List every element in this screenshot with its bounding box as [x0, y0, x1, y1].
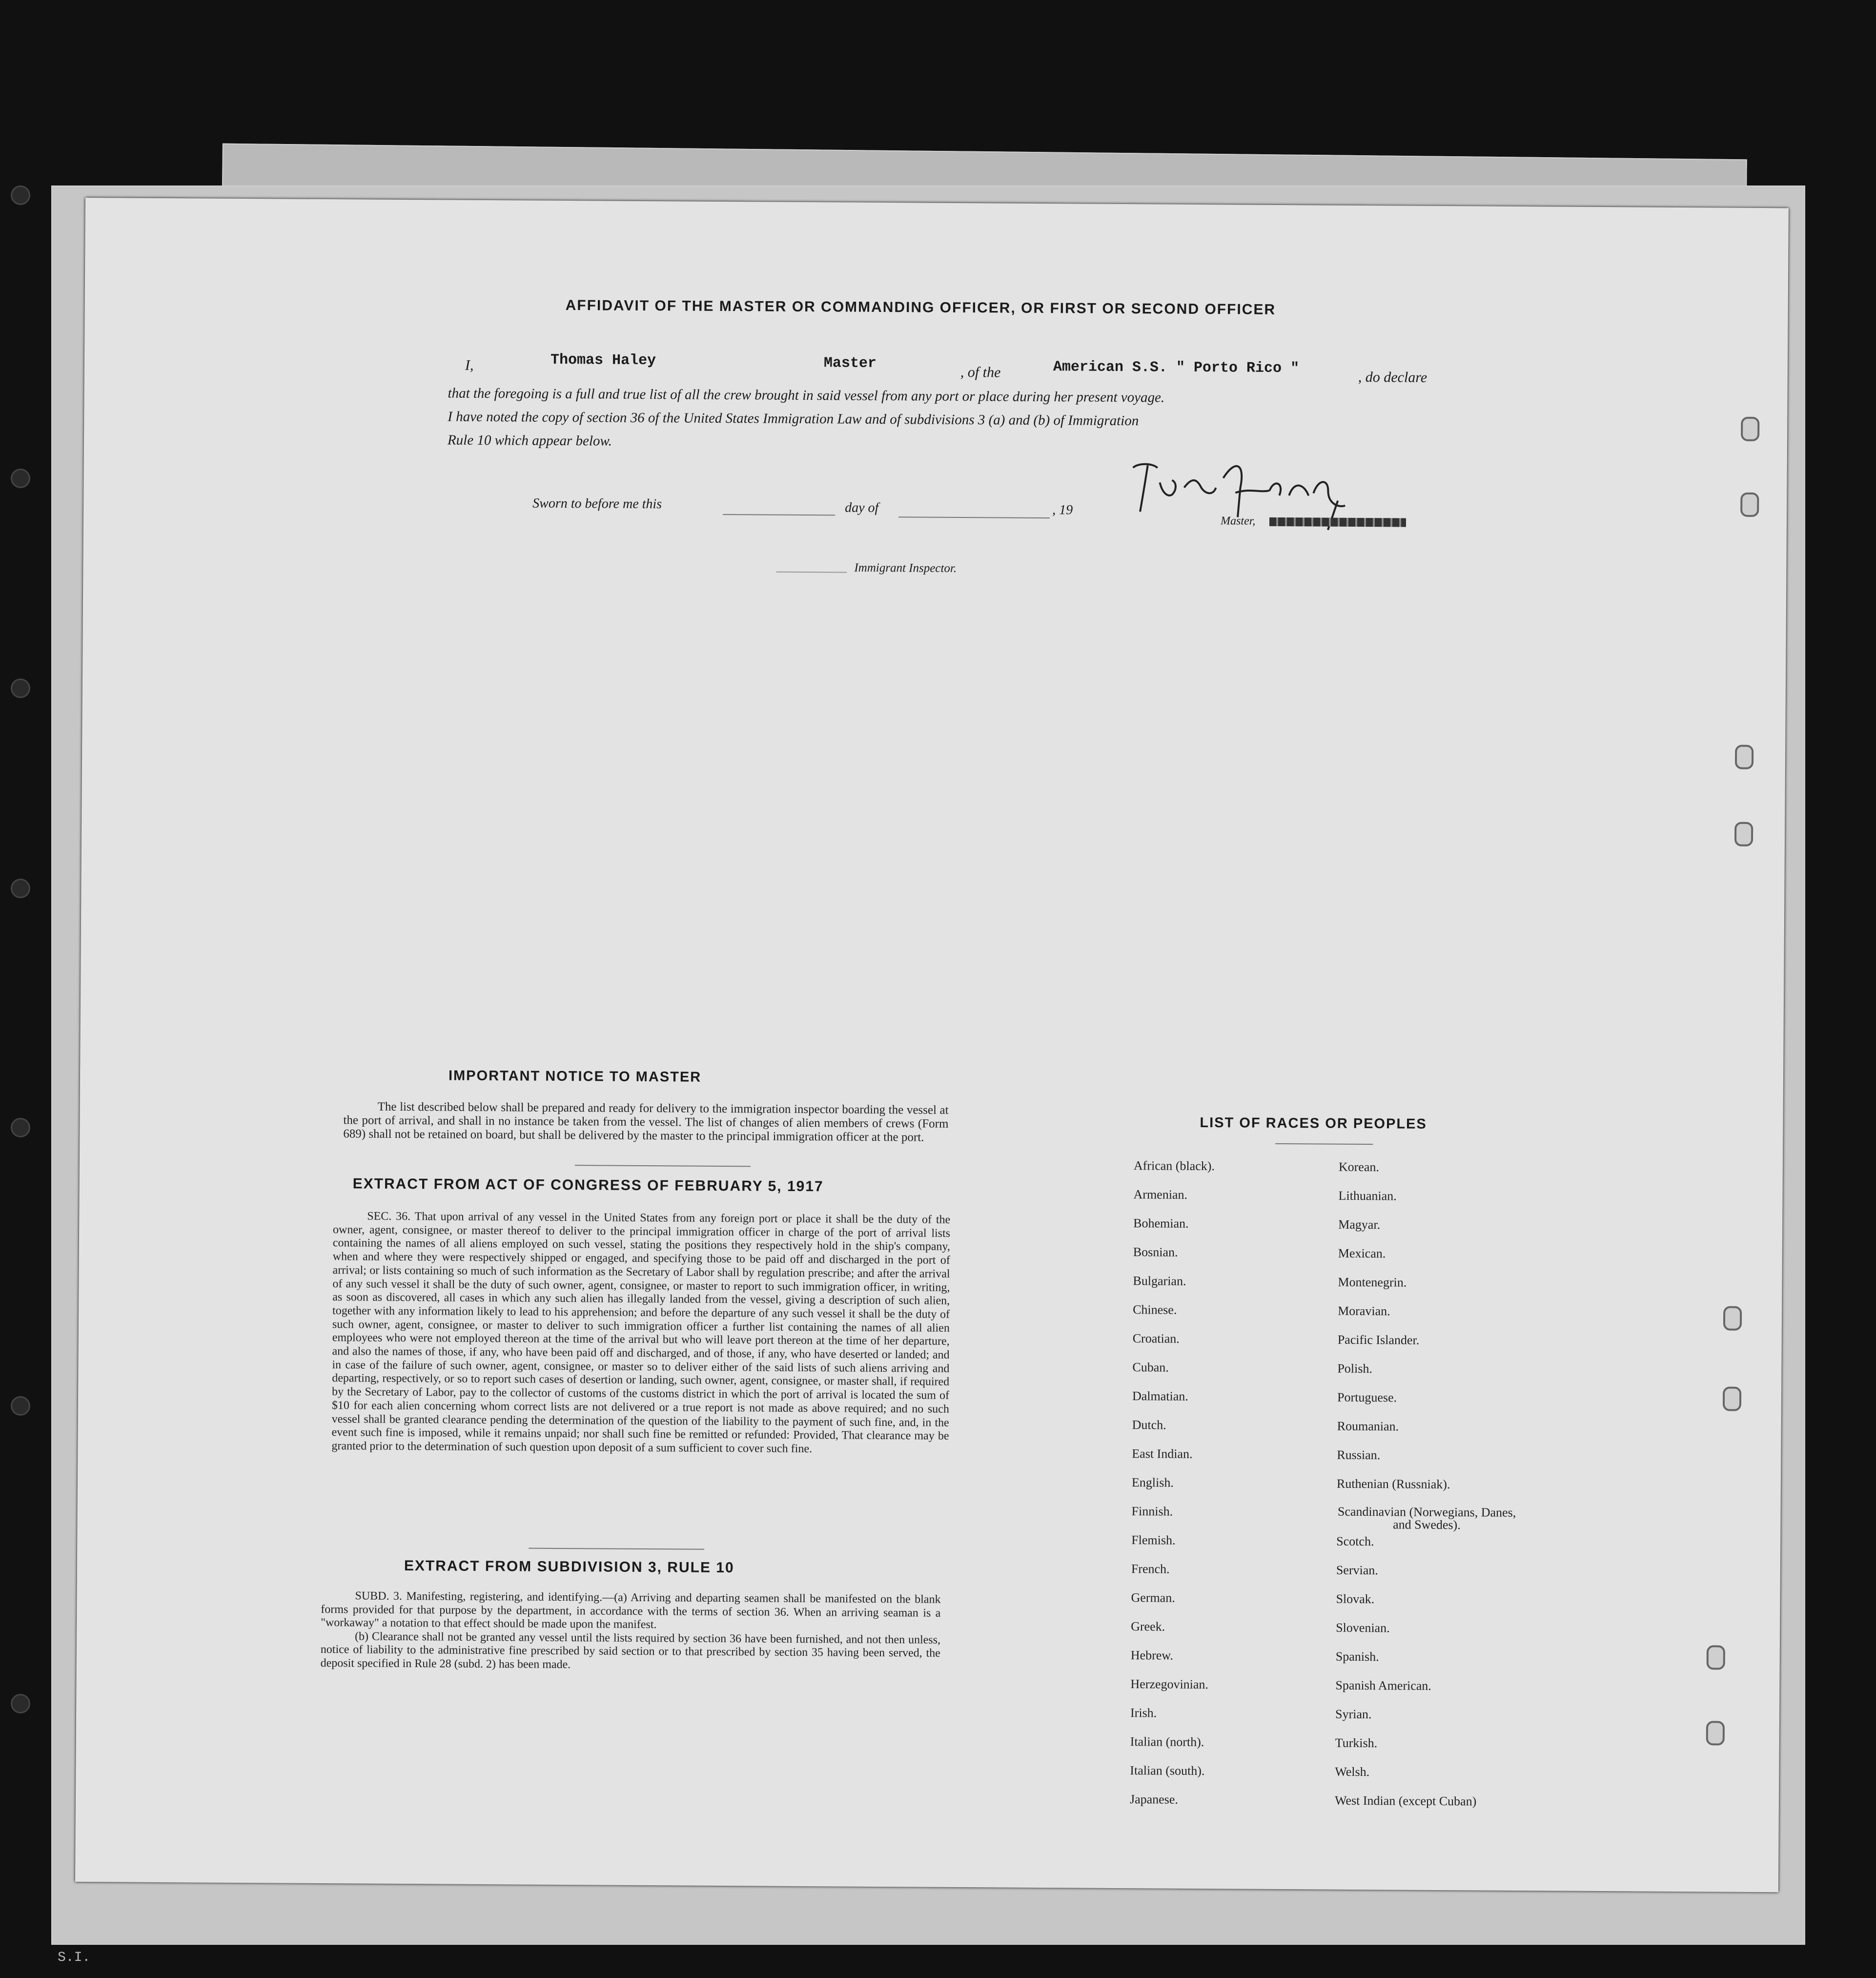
punch-hole [1706, 1721, 1725, 1745]
race-item: Servian. [1336, 1563, 1378, 1578]
race-item: Korean. [1338, 1159, 1380, 1174]
race-item: Bulgarian. [1133, 1274, 1186, 1288]
act-text: SEC. 36. That upon arrival of any vessel in the United States from any foreign port or place it shall be the duty of the owner, agent, consignee, or master thereof to deliver to the principal immigration officer in charge of the port of arrival lists containing the names of all aliens employed on such vessel, stating the positions they respectively hold in the ship's company, when and where they were respectively shipped or engaged, and specifying those to be paid off and discharged in the port of arrival; or lists containing so much of such information as the Secretary of Labor shall by regulation prescribe; and after the arrival of any such vessel it shall be the duty of such owner, agent, consignee, or master to report to such immigration officer, in writing, as soon as discovered, all cases in which any such alien has illegally landed from the vessel, giving a description of such alien, together with any information likely to lead to his apprehension; and before the departure of any such vessel it shall be the duty of such owner, agent, consignee, or master to deliver to such immigration officer a further list containing the names of all alien employees who were not employed thereon at the time of the arrival but who will leave port thereon at the time of her departure, and also the names of those, if any, who have been paid off and discharged, and of those, if any, who have deserted or landed; and in case of the failure of such owner, agent, consignee, or master so to deliver either of the said lists of such aliens arriving and departing, respectively, or so to report such cases of desertion or landing, such owner, agent, consignee, or master shall, if required by the Secretary of Labor, pay to the collector of customs of the customs district in which the port of arrival is located the sum of $10 for each alien concerning whom correct lists are not delivered or a true report is not made as above required; and no such vessel shall be granted clearance pending the determination of the question of the liability to the payment of such fine, and, in the event such fine is imposed, while it remains unpaid; nor shall such fine be remitted or refunded: Provided, That clearance may be granted prior to the determination of such question upon deposit of a sum sufficient to cover such fine. [331, 1210, 951, 1456]
act-body [331, 1210, 950, 1457]
master-name: Thomas Haley [550, 351, 656, 370]
race-item: East Indian. [1132, 1446, 1193, 1461]
punch-hole [1707, 1645, 1725, 1669]
do-declare-label: , do declare [1358, 369, 1427, 386]
race-item: Turkish. [1335, 1735, 1378, 1751]
race-item: Scandinavian (Norwegians, Danes, and Swedes). [1337, 1504, 1516, 1532]
act-heading: EXTRACT FROM ACT OF CONGRESS OF FEBRUARY 5, 1917 [352, 1175, 824, 1195]
rule-para-b: (b) Clearance shall not be granted any vessel until the lists required by section 36 have been furnished, and not then unless, notice of liability to the administrative fine prescribed by said section or to that prescribed by section 35 having been served, the deposit specified in Rule 28 (subd. 2) has been made. [320, 1629, 941, 1671]
race-item: West Indian (except Cuban) [1334, 1793, 1477, 1809]
race-item: Moravian. [1338, 1303, 1390, 1319]
race-item: Russian. [1337, 1447, 1381, 1463]
race-item: German. [1131, 1590, 1175, 1605]
race-item: Magyar. [1338, 1217, 1381, 1232]
race-item: Slovenian. [1336, 1620, 1390, 1635]
day-blank [898, 516, 1050, 518]
race-item: Chinese. [1133, 1302, 1177, 1317]
race-item: Pacific Islander. [1337, 1332, 1420, 1347]
race-item: Dutch. [1132, 1418, 1166, 1432]
master-label: Master, [1220, 515, 1256, 528]
of-the-label: , of the [960, 364, 1001, 381]
race-item: Flemish. [1131, 1533, 1176, 1547]
master-rank: Master [823, 355, 877, 372]
race-item: Spanish American. [1335, 1678, 1431, 1693]
punch-hole [1741, 417, 1759, 441]
race-item: Mexican. [1338, 1246, 1386, 1261]
punch-hole [1735, 745, 1754, 769]
race-item: Scotch. [1336, 1534, 1374, 1549]
notice-text: The list described below shall be prepared and ready for delivery to the immigration inspector boarding the vessel at the port of arrival, and shall in no instance be taken from the vessel. The list of changes of alien members of crews (Form 689) shall not be retained on board, but shall be delivered by the master to the principal immigration officer at the port. [343, 1100, 949, 1144]
sworn-label: Sworn to before me this [532, 495, 662, 512]
race-item: Welsh. [1335, 1764, 1370, 1779]
divider [575, 1165, 751, 1167]
race-item: Bosnian. [1133, 1245, 1178, 1259]
race-item: African (black). [1133, 1158, 1215, 1174]
race-item: English. [1131, 1475, 1174, 1490]
year-label: , 19 [1052, 502, 1073, 518]
race-item: Polish. [1337, 1361, 1373, 1376]
race-item: Italian (north). [1130, 1734, 1204, 1750]
races-heading: LIST OF RACES OR PEOPLES [1200, 1114, 1427, 1132]
affidavit-line-4: Rule 10 which appear below. [447, 432, 612, 449]
race-item: Syrian. [1335, 1707, 1372, 1722]
punch-hole [1723, 1387, 1741, 1411]
race-item: Hebrew. [1130, 1648, 1173, 1663]
race-item: French. [1131, 1562, 1170, 1576]
race-item: Slovak. [1336, 1591, 1375, 1607]
race-item: Cuban. [1132, 1360, 1169, 1375]
punch-hole [1723, 1306, 1742, 1331]
race-item: Dalmatian. [1132, 1389, 1188, 1403]
affidavit-title: AFFIDAVIT OF THE MASTER OR COMMANDING OFFICER, OR FIRST OR SECOND OFFICER [565, 297, 1276, 318]
race-item: Montenegrin. [1338, 1275, 1407, 1290]
notice-body [343, 1100, 948, 1145]
race-item: Japanese. [1129, 1792, 1178, 1807]
day-of-label: day of [845, 500, 879, 515]
race-item: Herzegovinian. [1130, 1677, 1209, 1692]
film-footer-mark: S.I. [58, 1950, 91, 1965]
notice-heading: IMPORTANT NOTICE TO MASTER [448, 1068, 702, 1085]
rule-para-a: SUBD. 3. Manifesting, registering, and identifying.—(a) Arriving and departing seamen shall be manifested on the blank forms provided for that purpose by the department, in accordance with the terms of section 36. When an arriving seaman is a "workaway" a notation to that effect should be made upon the manifest. [321, 1589, 941, 1631]
rule-body [321, 1589, 941, 1674]
struck-officer-title [1269, 517, 1406, 527]
inspector-label: Immigrant Inspector. [854, 561, 957, 575]
punch-hole [1740, 493, 1759, 517]
affidavit-line-2: that the foregoing is a full and true list of all the crew brought in said vessel from any port or place during her present voyage. [448, 385, 1165, 406]
race-item: Bohemian. [1133, 1216, 1189, 1231]
race-item: Finnish. [1131, 1504, 1173, 1519]
punch-hole [1734, 822, 1753, 846]
race-item: Spanish. [1335, 1649, 1379, 1664]
divider [529, 1548, 704, 1550]
race-item: Croatian. [1132, 1331, 1180, 1346]
rule-heading: EXTRACT FROM SUBDIVISION 3, RULE 10 [404, 1558, 734, 1576]
inspector-blank [776, 572, 847, 573]
race-item: Lithuanian. [1338, 1188, 1397, 1203]
race-item: Greek. [1131, 1619, 1165, 1634]
divider [1275, 1143, 1373, 1145]
race-item: Roumanian. [1337, 1419, 1399, 1434]
race-item: Irish. [1130, 1706, 1157, 1720]
pronoun-i: I, [465, 357, 474, 373]
sworn-blank [723, 514, 835, 515]
affidavit-line-3: I have noted the copy of section 36 of the United States Immigration Law and of subdivisions 3 (a) and (b) of Immigration [448, 409, 1139, 429]
race-item: Ruthenian (Russniak). [1336, 1476, 1450, 1492]
race-item: Armenian. [1133, 1187, 1188, 1202]
affidavit-page [75, 198, 1789, 1892]
race-item: Portuguese. [1337, 1390, 1397, 1405]
vessel-name: American S.S. " Porto Rico " [1053, 359, 1300, 377]
race-item: Italian (south). [1130, 1763, 1205, 1778]
